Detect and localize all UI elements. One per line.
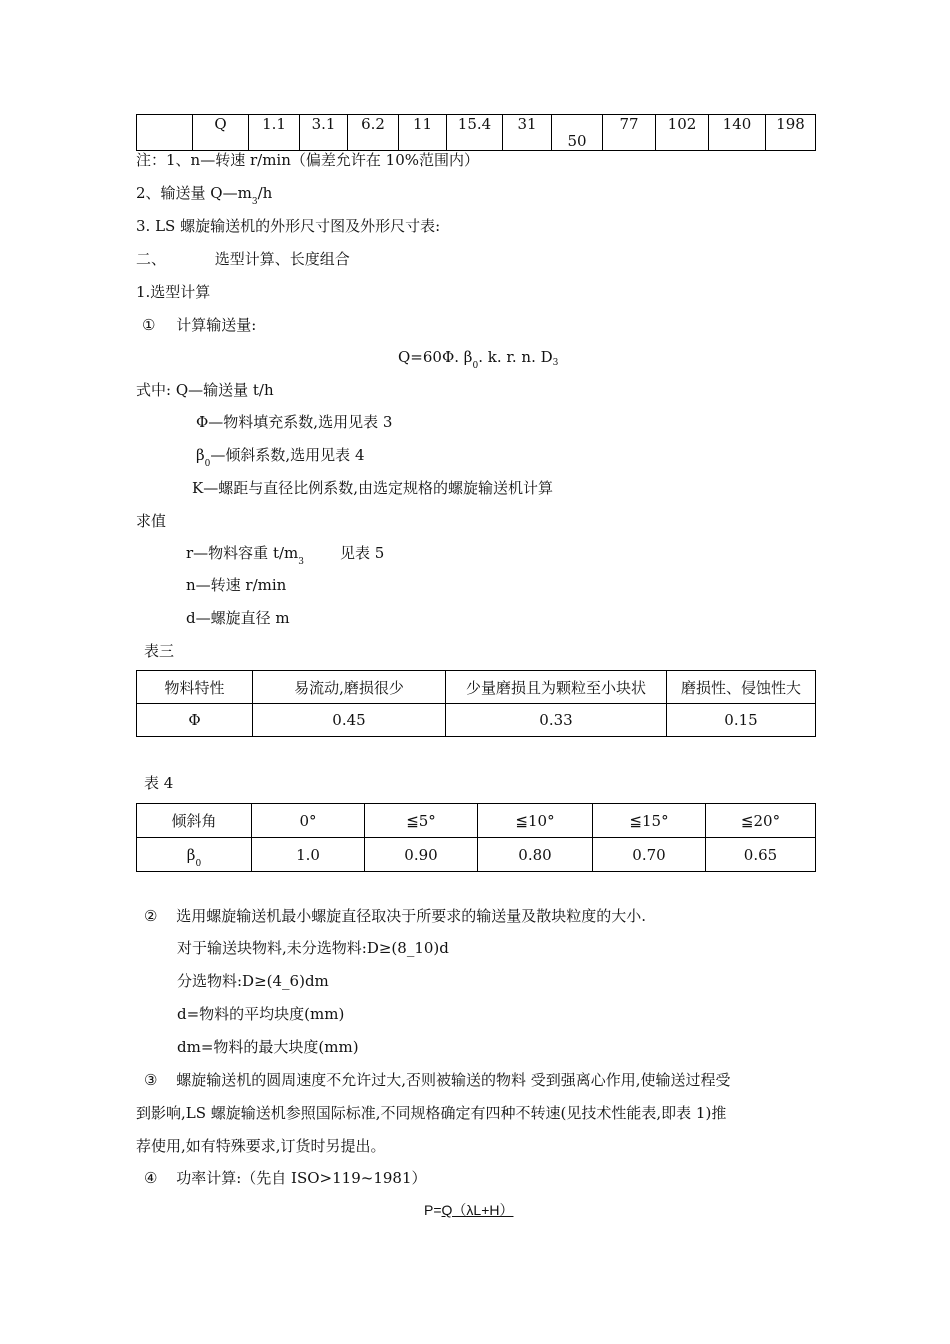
table4-cell: 0.80 [478,838,593,872]
table3-header-cell: 易流动,磨损很少 [253,671,446,704]
top-table-cell: 198 [766,115,816,151]
beta-symbol: β [196,446,205,464]
top-table-cell: 140 [709,115,766,151]
table4-header-cell: ≦20° [706,804,816,838]
section-number: 二、 [136,250,167,268]
beta-sub: 0 [204,459,211,469]
note-2-text: 2、输送量 Q—m [136,184,252,202]
item-1-text: 计算输送量: [176,316,257,334]
power-formula-rhs: Q（λL+H） [441,1202,514,1218]
item-4-number: ④ [144,1169,158,1187]
top-table-cell: 6.2 [348,115,399,151]
top-table-cell [137,115,193,151]
beta-definition [196,445,365,468]
table3-cell: 0.33 [446,704,667,737]
item-2-line-4: dm=物料的最大块度(mm) [177,1038,359,1056]
item-2-text: 选用螺旋输送机最小螺旋直径取决于所要求的输送量及散块粒度的大小. [176,907,647,925]
power-formula [424,1200,513,1220]
subsection-title: 1.选型计算 [136,283,211,301]
item-3-line-2: 到影响,LS 螺旋输送机参照国际标准,不同规格确定有四种不转速(见技术性能表,即表 1)推 [136,1104,727,1122]
table4-beta-sub: 0 [195,858,202,869]
table4-header-cell: ≦15° [593,804,706,838]
formula-q-part-a: Q=60Φ. β [398,348,473,366]
table4-header-cell: 0° [252,804,365,838]
r-sub: 3 [298,557,304,567]
power-formula-lhs: P= [424,1202,442,1218]
note-1: 注：1、n—转速 r/min（偏差允许在 10%范围内） [136,151,479,169]
where-label: 式中: Q—输送量 t/h [136,381,274,399]
table3 [136,670,816,737]
table4 [136,803,816,872]
item-2-line-1: 对于输送块物料,未分选物料:D≥(8_10)d [177,939,449,957]
table4-cell: 0.90 [365,838,478,872]
top-table-cell: 3.1 [300,115,348,151]
table3-header-cell: 少量磨损且为颗粒至小块状 [446,671,667,704]
top-table-cell: 15.4 [447,115,503,151]
top-table-cell: 1.1 [249,115,300,151]
table4-beta: β [186,845,196,864]
d-definition: d—螺旋直径 m [186,609,290,627]
r-text: r—物料容重 t/m [186,544,299,562]
top-table-cell: 77 [603,115,656,151]
table4-header-cell: ≦5° [365,804,478,838]
qiu-zhi: 求值 [136,512,167,530]
table3-header-cell: 物料特性 [137,671,253,704]
r-definition [186,543,384,566]
table4-cell: 0.70 [593,838,706,872]
table3-header-cell: 磨损性、侵蚀性大 [667,671,816,704]
note-2-sub: 3 [251,197,258,207]
item-2-line-2: 分选物料:D≥(4_6)dm [177,972,329,990]
n-definition: n—转速 r/min [186,576,287,594]
item-3 [144,1070,731,1090]
top-table [136,114,816,151]
item-4 [144,1168,427,1188]
table3-caption: 表三 [144,642,175,660]
item-2-line-3: d=物料的平均块度(mm) [177,1005,345,1023]
table3-cell: 0.15 [667,704,816,737]
item-2 [144,906,646,926]
table3-cell: Φ [137,704,253,737]
beta-text: —倾斜系数,选用见表 4 [210,446,365,464]
item-3-line-1: 螺旋输送机的圆周速度不允许过大,否则被输送的物料 受到强离心作用,使输送过程受 [176,1071,731,1089]
item-2-number: ② [144,907,158,925]
table3-cell: 0.45 [253,704,446,737]
top-table-cell: Q [193,115,249,151]
top-table-cell: 31 [503,115,552,151]
table4-header-cell: 倾斜角 [137,804,252,838]
top-table-cell: 102 [656,115,709,151]
item-3-line-3: 荐使用,如有特殊要求,订货时另提出。 [136,1137,386,1155]
note-2-unit: /h [257,184,273,202]
table4-caption: 表 4 [144,774,174,792]
item-3-number: ③ [144,1071,158,1089]
r-ref: 见表 5 [339,544,385,562]
phi-definition: Φ—物料填充系数,选用见表 3 [196,413,393,431]
k-definition: K—螺距与直径比例系数,由选定规格的螺旋输送机计算 [192,479,553,497]
top-table-cell: 11 [399,115,447,151]
note-3: 3. LS 螺旋输送机的外形尺寸图及外形尺寸表: [136,217,441,235]
formula-q [398,347,558,370]
note-2 [136,183,272,206]
item-1-number: ① [142,316,156,334]
item-1 [142,315,256,335]
section-heading [136,249,350,269]
table4-cell: 1.0 [252,838,365,872]
formula-q-sub: 0 [472,361,479,371]
formula-q-sup: 3 [552,358,559,368]
table4-header-cell: ≦10° [478,804,593,838]
table4-cell: 0.65 [706,838,816,872]
formula-q-part-b: . k. r. n. D [478,348,553,366]
top-table-cell: 50 [552,115,603,151]
section-title: 选型计算、长度组合 [214,250,350,268]
item-4-text: 功率计算:（先自 ISO>119~1981） [176,1169,427,1187]
table4-row-label [137,838,252,872]
